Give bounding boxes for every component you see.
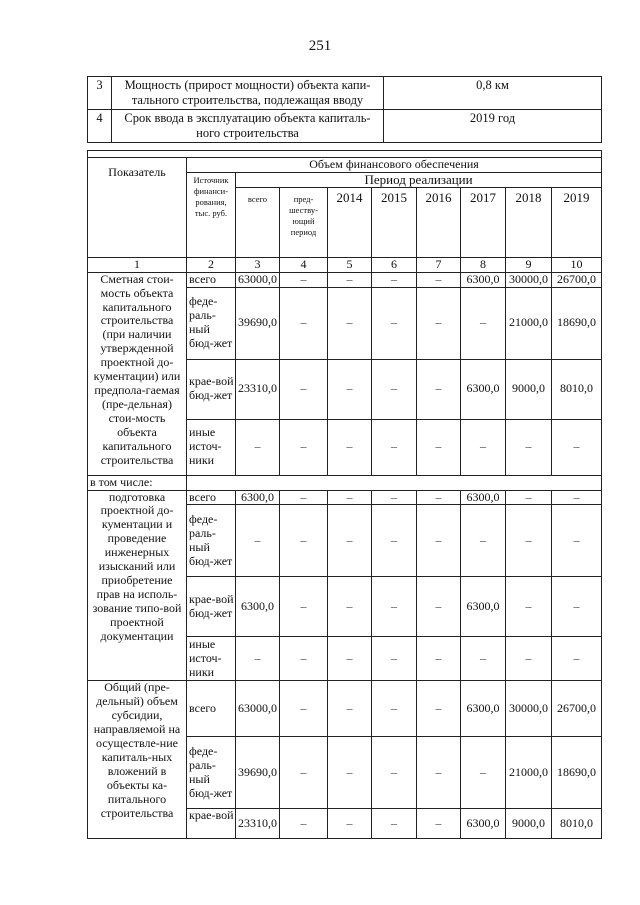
value-cell: – <box>280 287 328 359</box>
source-cell: всего <box>187 490 236 505</box>
value-cell: 18690,0 <box>552 287 602 359</box>
value-cell: – <box>417 359 461 419</box>
table-row <box>88 490 602 505</box>
page-number: 251 <box>308 38 332 54</box>
value-cell: – <box>461 737 506 809</box>
table-row <box>88 681 602 737</box>
previous-period-header: пред-шеству-ющий период <box>280 187 328 257</box>
row-label: Срок ввода в эксплуатацию объекта капиталь-ного строительства <box>112 110 384 143</box>
year-header: 2016 <box>417 187 461 257</box>
value-cell: – <box>280 272 328 287</box>
value-cell: 8010,0 <box>552 809 602 839</box>
value-cell: 6300,0 <box>461 359 506 419</box>
row-number: 3 <box>88 77 112 110</box>
value-cell: – <box>506 577 552 637</box>
source-header: Источник финанси-рования, тыс. руб. <box>187 172 236 257</box>
value-cell: – <box>506 490 552 505</box>
value-cell: 6300,0 <box>461 272 506 287</box>
value-cell: – <box>506 505 552 577</box>
value-cell: – <box>461 505 506 577</box>
value-cell: – <box>280 637 328 681</box>
column-number: 1 <box>88 257 187 272</box>
value-cell: 63000,0 <box>236 681 280 737</box>
value-cell: 6300,0 <box>461 681 506 737</box>
value-cell: – <box>417 809 461 839</box>
source-cell: иные источ-ники <box>187 637 236 681</box>
source-cell: всего <box>187 272 236 287</box>
value-cell: 23310,0 <box>236 809 280 839</box>
value-cell: – <box>461 287 506 359</box>
source-cell: крае-вой бюд-жет <box>187 359 236 419</box>
value-cell: – <box>552 577 602 637</box>
year-header: 2018 <box>506 187 552 257</box>
value-cell: – <box>328 809 372 839</box>
value-cell: – <box>236 505 280 577</box>
value-cell: – <box>328 681 372 737</box>
value-cell: – <box>372 505 417 577</box>
value-cell: – <box>417 505 461 577</box>
row-label: Мощность (прирост мощности) объекта капи-тального строительства, подлежащая вводу <box>112 77 384 110</box>
value-cell: – <box>328 359 372 419</box>
column-number: 9 <box>506 257 552 272</box>
value-cell: – <box>417 272 461 287</box>
value-cell: – <box>417 419 461 475</box>
value-cell: – <box>280 419 328 475</box>
total-header: всего <box>236 187 280 257</box>
indicator-cell: подготовка проектной до-кументации и проведение инженерных изысканий или приобретение прав на исполь-зование типо-вой проектной документации <box>88 490 187 681</box>
year-header: 2014 <box>328 187 372 257</box>
value-cell: – <box>372 681 417 737</box>
value-cell: – <box>236 637 280 681</box>
in-that-number-spacer <box>187 475 602 490</box>
value-cell: – <box>280 359 328 419</box>
value-cell: – <box>372 272 417 287</box>
year-header: 2017 <box>461 187 506 257</box>
value-cell: – <box>461 637 506 681</box>
value-cell: – <box>552 490 602 505</box>
value-cell: – <box>328 490 372 505</box>
value-cell: – <box>280 737 328 809</box>
financing-volume-header: Объем финансового обеспечения <box>187 158 602 173</box>
source-cell: феде-раль-ный бюд-жет <box>187 287 236 359</box>
value-cell: – <box>461 419 506 475</box>
value-cell: 6300,0 <box>236 490 280 505</box>
source-cell: крае-вой бюд-жет <box>187 577 236 637</box>
value-cell: 39690,0 <box>236 737 280 809</box>
value-cell: 8010,0 <box>552 359 602 419</box>
object-info-row <box>88 110 602 143</box>
value-cell: 6300,0 <box>461 490 506 505</box>
value-cell: – <box>280 490 328 505</box>
value-cell: – <box>506 419 552 475</box>
year-header: 2019 <box>552 187 602 257</box>
value-cell: 21000,0 <box>506 287 552 359</box>
value-cell: 63000,0 <box>236 272 280 287</box>
object-info-table <box>87 76 602 143</box>
period-header: Период реализации <box>236 172 602 187</box>
value-cell: – <box>328 287 372 359</box>
value-cell: – <box>328 272 372 287</box>
value-cell: – <box>552 505 602 577</box>
value-cell: – <box>417 577 461 637</box>
row-value: 2019 год <box>384 110 602 143</box>
value-cell: 26700,0 <box>552 681 602 737</box>
value-cell: – <box>417 637 461 681</box>
value-cell: 23310,0 <box>236 359 280 419</box>
value-cell: – <box>417 490 461 505</box>
value-cell: – <box>328 505 372 577</box>
value-cell: – <box>280 809 328 839</box>
value-cell: 18690,0 <box>552 737 602 809</box>
value-cell: – <box>372 490 417 505</box>
value-cell: 9000,0 <box>506 359 552 419</box>
value-cell: – <box>552 637 602 681</box>
column-number: 8 <box>461 257 506 272</box>
source-cell: всего <box>187 681 236 737</box>
source-cell: феде-раль-ный бюд-жет <box>187 505 236 577</box>
value-cell: – <box>280 681 328 737</box>
value-cell: – <box>328 577 372 637</box>
value-cell: 30000,0 <box>506 681 552 737</box>
value-cell: 9000,0 <box>506 809 552 839</box>
column-number: 3 <box>236 257 280 272</box>
value-cell: 6300,0 <box>461 809 506 839</box>
value-cell: – <box>417 681 461 737</box>
source-cell: иные источ-ники <box>187 419 236 475</box>
value-cell: 21000,0 <box>506 737 552 809</box>
value-cell: – <box>552 419 602 475</box>
value-cell: – <box>372 737 417 809</box>
column-number: 6 <box>372 257 417 272</box>
value-cell: 30000,0 <box>506 272 552 287</box>
value-cell: – <box>372 287 417 359</box>
object-info-row <box>88 77 602 110</box>
value-cell: – <box>372 359 417 419</box>
column-number: 10 <box>552 257 602 272</box>
value-cell: – <box>417 737 461 809</box>
value-cell: 6300,0 <box>236 577 280 637</box>
year-header: 2015 <box>372 187 417 257</box>
indicator-header: Показатель <box>88 158 187 258</box>
value-cell: – <box>372 637 417 681</box>
value-cell: – <box>236 419 280 475</box>
indicator-cell: Сметная стои-мость объекта капитального строительства (при наличии утвержденной проектной до-кументации) или предпола-гаемая (пре-дельная) стои-мость объекта капитального строительства <box>88 272 187 475</box>
value-cell: 6300,0 <box>461 577 506 637</box>
column-number: 5 <box>328 257 372 272</box>
value-cell: – <box>328 419 372 475</box>
value-cell: 26700,0 <box>552 272 602 287</box>
column-number: 2 <box>187 257 236 272</box>
value-cell: – <box>328 737 372 809</box>
value-cell: 39690,0 <box>236 287 280 359</box>
source-cell: феде-раль-ный бюд-жет <box>187 737 236 809</box>
value-cell: – <box>372 809 417 839</box>
row-number: 4 <box>88 110 112 143</box>
table-row <box>88 272 602 287</box>
column-number: 7 <box>417 257 461 272</box>
value-cell: – <box>280 577 328 637</box>
in-that-number-label: в том числе: <box>88 475 187 490</box>
value-cell: – <box>372 419 417 475</box>
financing-table <box>87 150 602 839</box>
source-cell: крае-вой <box>187 809 236 839</box>
indicator-cell: Общий (пре-дельный) объем субсидии, направляемой на осуществле-ние капиталь-ных вложений в объекты ка-питального строительства <box>88 681 187 839</box>
row-value: 0,8 км <box>384 77 602 110</box>
column-number: 4 <box>280 257 328 272</box>
value-cell: – <box>372 577 417 637</box>
value-cell: – <box>328 637 372 681</box>
value-cell: – <box>506 637 552 681</box>
value-cell: – <box>417 287 461 359</box>
value-cell: – <box>280 505 328 577</box>
